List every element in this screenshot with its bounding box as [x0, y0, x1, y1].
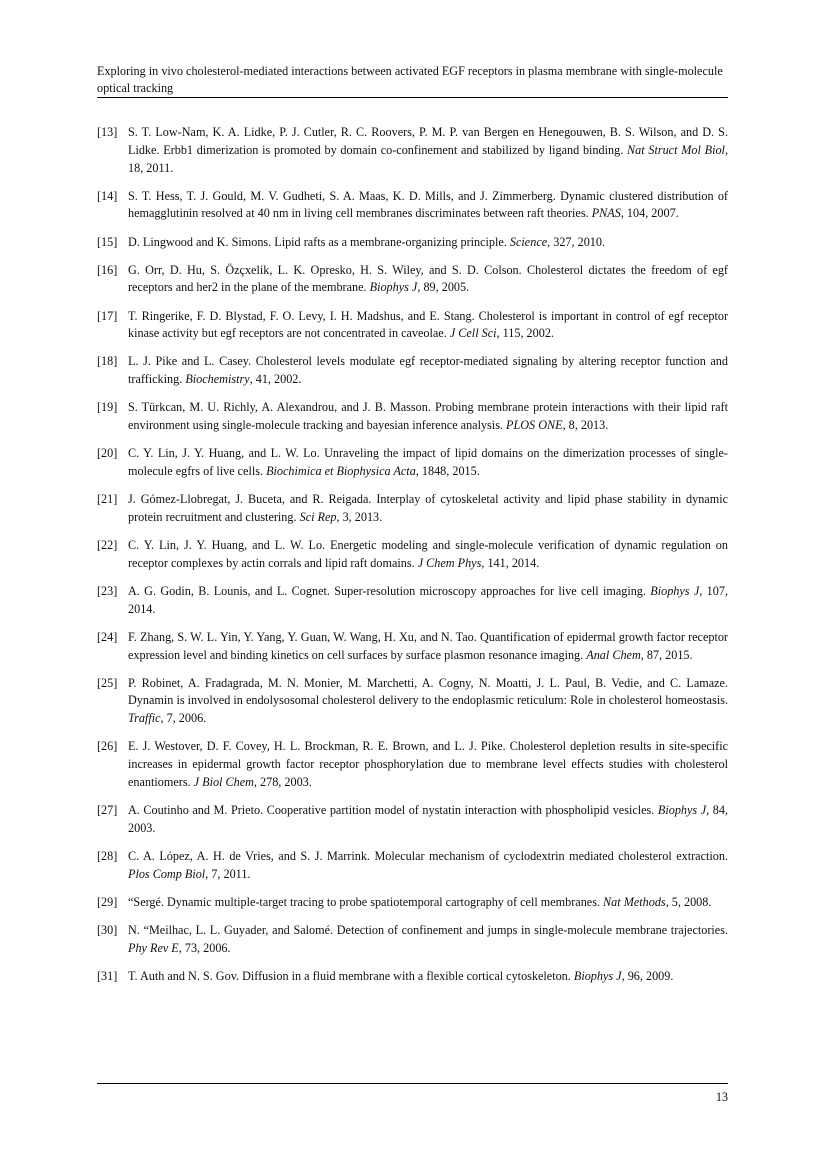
reference-venue: Nat Methods	[603, 894, 666, 909]
reference-body	[128, 353, 728, 389]
reference-number: [14]	[97, 188, 118, 203]
reference-details: , 87, 2015.	[640, 647, 693, 662]
reference-venue: Sci Rep	[299, 509, 337, 524]
reference-text: “Sergé. Dynamic multiple-target tracing to probe spatiotemporal cartography of cell membranes.	[128, 894, 604, 909]
reference-venue: Biophys J	[650, 583, 700, 598]
reference-text: S. T. Hess, T. J. Gould, M. V. Gudheti, S. A. Maas, K. D. Mills, and J. Zimmerberg. Dynamic clustered distribution of hemagglutinin resolved at 40 nm in living cell membranes discriminates between raft theories.	[128, 188, 728, 221]
reference-number: [27]	[97, 803, 118, 818]
reference-body	[128, 922, 728, 958]
reference-details: , 96, 2009.	[621, 968, 674, 983]
reference-venue: Biophys J	[657, 803, 707, 818]
reference-text: L. J. Pike and L. Casey. Cholesterol levels modulate egf receptor-mediated signaling by altering receptor function and trafficking.	[128, 354, 728, 387]
reference-number: [15]	[97, 234, 118, 249]
reference-body	[128, 583, 728, 619]
reference-body	[128, 894, 728, 912]
reference-text: S. T. Low-Nam, K. A. Lidke, P. J. Cutler, R. C. Roovers, P. M. P. van Bergen en Henegouwen, B. S. Wilson, and D. S. Lidke. Erbb1 dimerization is promoted by domain co-confinement and stabilized by ligand binding.	[128, 125, 728, 157]
reference-details: , 7, 2011.	[205, 866, 251, 881]
reference-item	[97, 537, 728, 573]
reference-venue: Biophys J	[369, 280, 418, 295]
reference-item	[97, 188, 728, 224]
reference-venue: PLOS ONE	[506, 418, 563, 433]
reference-text: D. Lingwood and K. Simons. Lipid rafts as a membrane-organizing principle.	[128, 234, 510, 249]
reference-item	[97, 848, 728, 884]
reference-text: F. Zhang, S. W. L. Yin, Y. Yang, Y. Guan, W. Wang, H. Xu, and N. Tao. Quantification of epidermal growth factor receptor expression level and binding kinetics on cell surfaces by surface plasmon resonance imaging.	[128, 629, 728, 662]
reference-body	[128, 968, 728, 986]
reference-details: , 1848, 2015.	[415, 464, 480, 479]
reference-list	[97, 124, 728, 996]
reference-text: C. Y. Lin, J. Y. Huang, and L. W. Lo. Unraveling the impact of lipid domains on the dimerization processes of single-molecule egfrs of live cells.	[128, 446, 728, 479]
reference-text: A. Coutinho and M. Prieto. Cooperative partition model of nystatin interaction with phospholipid vesicles.	[128, 803, 658, 818]
reference-venue: Biophys J	[573, 968, 622, 983]
reference-number: [24]	[97, 629, 118, 644]
reference-details: , 327, 2010.	[547, 234, 606, 249]
reference-text: E. J. Westover, D. F. Covey, H. L. Brockman, R. E. Brown, and L. J. Pike. Cholesterol depletion results in site-specific increases in epidermal growth factor receptor phosphorylation due to membrane level effects studies with cholesterol enantiomers.	[128, 739, 728, 789]
reference-text: C. Y. Lin, J. Y. Huang, and L. W. Lo. Energetic modeling and single-molecule verification of dynamic regulation on receptor complexes by actin corrals and lipid raft domains.	[128, 538, 728, 570]
reference-item	[97, 353, 728, 389]
reference-venue: Biochemistry	[185, 372, 250, 387]
reference-venue: Biochimica et Biophysica Acta	[266, 464, 416, 479]
reference-item	[97, 399, 728, 435]
reference-details: , 104, 2007.	[620, 206, 679, 221]
reference-item	[97, 445, 728, 481]
reference-number: [16]	[97, 262, 118, 277]
reference-body	[128, 445, 728, 481]
reference-venue: Anal Chem	[586, 647, 641, 662]
reference-body	[128, 188, 728, 224]
reference-details: , 84, 2003.	[128, 803, 729, 835]
reference-details: , 73, 2006.	[178, 940, 231, 955]
reference-text: T. Ringerike, F. D. Blystad, F. O. Levy, I. H. Madshus, and E. Stang. Cholesterol is important in control of egf receptor kinase activity but egf receptors are not concentrated in caveolae.	[128, 308, 728, 341]
reference-number: [22]	[97, 538, 118, 553]
reference-body	[128, 675, 728, 728]
reference-body	[128, 848, 728, 884]
reference-venue: J Cell Sci	[449, 326, 497, 341]
reference-body	[128, 262, 728, 298]
footer-rule	[97, 1083, 728, 1084]
reference-venue: Phy Rev E	[128, 940, 179, 955]
reference-number: [25]	[97, 675, 118, 690]
reference-item	[97, 968, 728, 986]
reference-item	[97, 491, 728, 527]
reference-body	[128, 124, 728, 177]
reference-details: , 278, 2003.	[253, 774, 312, 789]
reference-text: C. A. López, A. H. de Vries, and S. J. Marrink. Molecular mechanism of cyclodextrin mediated cholesterol extraction.	[128, 848, 728, 863]
reference-text: S. Türkcan, M. U. Richly, A. Alexandrou, and J. B. Masson. Probing membrane protein interactions with their lipid raft environment using single-molecule tracking and bayesian inference analysis.	[128, 400, 728, 433]
reference-details: , 5, 2008.	[665, 894, 712, 909]
reference-item	[97, 234, 728, 252]
reference-number: [30]	[97, 922, 118, 937]
reference-body	[128, 537, 728, 573]
reference-body	[128, 738, 728, 791]
reference-item	[97, 802, 728, 838]
reference-item	[97, 124, 728, 177]
reference-number: [19]	[97, 400, 118, 415]
reference-venue: Nat Struct Mol Biol	[627, 142, 725, 157]
reference-venue: J Biol Chem	[193, 774, 254, 789]
reference-item	[97, 262, 728, 298]
reference-number: [18]	[97, 354, 118, 369]
reference-details: , 18, 2011.	[128, 142, 728, 175]
page-number: 13	[715, 1090, 728, 1104]
reference-number: [26]	[97, 739, 118, 754]
reference-venue: Science	[509, 234, 548, 249]
reference-venue: Traffic	[128, 711, 161, 726]
reference-body	[128, 308, 728, 344]
reference-item	[97, 583, 728, 619]
reference-number: [20]	[97, 446, 118, 461]
reference-details: , 8, 2013.	[562, 418, 609, 433]
reference-text: P. Robinet, A. Fradagrada, M. N. Monier, M. Marchetti, A. Cogny, N. Moatti, J. L. Paul, B. Vedie, and C. Lamaze. Dynamin is involved in endolysosomal cholesterol delivery to the endoplasmic reticulum: Role in cholesterol homeostasis.	[128, 675, 728, 708]
reference-item	[97, 675, 728, 728]
reference-number: [23]	[97, 583, 118, 598]
reference-body	[128, 629, 728, 665]
reference-venue: PNAS	[591, 206, 621, 221]
reference-venue: Plos Comp Biol	[128, 866, 206, 881]
reference-body	[128, 802, 728, 838]
running-header: Exploring in vivo cholesterol-mediated interactions between activated EGF receptors in plasma membrane with single-molecule optical tracking	[97, 64, 723, 95]
reference-number: [17]	[97, 308, 118, 323]
reference-venue: J Chem Phys	[417, 555, 482, 570]
reference-text: J. Gómez-Llobregat, J. Buceta, and R. Reigada. Interplay of cytoskeletal activity and lipid phase stability in dynamic protein recruitment and clustering.	[128, 492, 728, 524]
reference-item	[97, 894, 728, 912]
reference-body	[128, 491, 728, 527]
reference-item	[97, 629, 728, 665]
reference-number: [21]	[97, 492, 118, 507]
reference-details: , 107, 2014.	[128, 583, 728, 616]
reference-item	[97, 308, 728, 344]
reference-item	[97, 738, 728, 791]
reference-details: , 89, 2005.	[417, 280, 470, 295]
reference-details: , 115, 2002.	[496, 326, 554, 341]
reference-text: T. Auth and N. S. Gov. Diffusion in a fluid membrane with a flexible cortical cytoskeleton.	[128, 968, 574, 983]
reference-details: , 41, 2002.	[249, 372, 302, 387]
reference-details: , 7, 2006.	[160, 711, 207, 726]
reference-number: [29]	[97, 894, 118, 909]
reference-number: [13]	[97, 125, 118, 139]
reference-body	[128, 399, 728, 435]
reference-text: N. “Meilhac, L. L. Guyader, and Salomé. Detection of confinement and jumps in single-molecule membrane trajectories.	[128, 922, 728, 937]
reference-item	[97, 922, 728, 958]
reference-details: , 3, 2013.	[336, 509, 383, 524]
header-rule	[97, 97, 728, 98]
reference-text: A. G. Godin, B. Lounis, and L. Cognet. Super-resolution microscopy approaches for live cell imaging.	[128, 583, 651, 598]
reference-details: , 141, 2014.	[481, 555, 540, 570]
reference-body	[128, 234, 728, 252]
reference-number: [28]	[97, 848, 118, 863]
reference-text: G. Orr, D. Hu, S. Özçxelik, L. K. Opresko, H. S. Wiley, and S. D. Colson. Cholesterol dictates the freedom of egf receptors and her2 in the plane of the membrane.	[128, 262, 728, 295]
reference-number: [31]	[97, 968, 118, 983]
